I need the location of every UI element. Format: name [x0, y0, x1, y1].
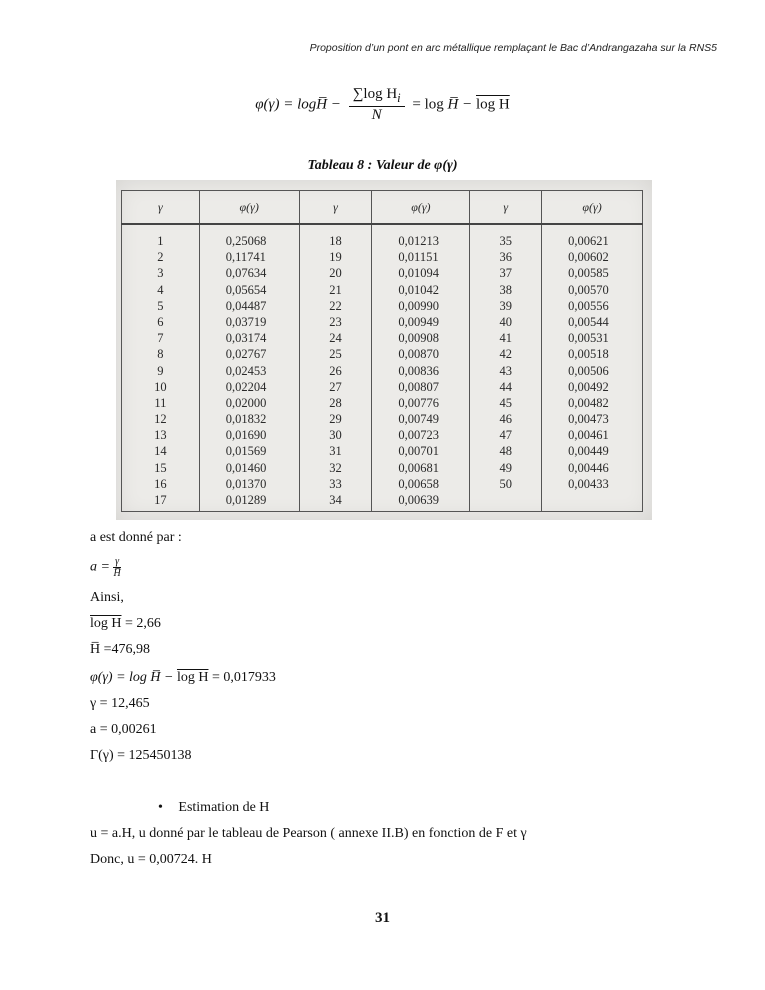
table-cell: 0,00836: [398, 363, 440, 378]
table-cell: 36: [499, 250, 512, 265]
table-cell: 0,00621: [568, 234, 609, 248]
table-cell: 30: [329, 428, 342, 443]
formula-fraction: [349, 86, 405, 124]
page-number: 31: [375, 910, 390, 926]
table-cell: 0,01569: [225, 444, 267, 459]
a-formula-lhs: a =: [90, 559, 110, 575]
table-cell: 0,01289: [225, 493, 267, 507]
table-cell: 0,01370: [225, 476, 267, 491]
table-cell: 33: [329, 476, 342, 491]
table-cell: 0,00482: [568, 395, 609, 410]
table-cell: 1: [157, 234, 164, 248]
table-cell: 25: [329, 347, 342, 362]
table-cell: 0,00658: [398, 476, 440, 491]
table-cell: 0,00908: [398, 331, 440, 346]
header-phi-2: φ(γ): [372, 191, 470, 225]
table-cell: 0,00701: [398, 444, 440, 459]
table-cell: 22: [329, 298, 342, 313]
gamma-function-line: Γ(γ) = 125450138: [90, 748, 192, 763]
table-cell: 18: [329, 234, 342, 248]
phi-value-line: [90, 670, 276, 686]
table-cell: 0,02000: [225, 395, 267, 410]
table-cell: 6: [157, 314, 164, 329]
table-cell: 10: [154, 379, 167, 394]
phi-value-log: log H: [176, 670, 209, 685]
table-cell: 50: [499, 476, 512, 491]
table-cell: 14: [154, 444, 167, 459]
table-cell: 12: [154, 412, 167, 427]
table-cell: 4: [157, 282, 164, 297]
table-cell: 29: [329, 412, 342, 427]
table-cell: 0,00602: [568, 250, 609, 265]
table-cell: 0,00870: [398, 347, 440, 362]
phi-value-lhs: φ(γ) = log H̅ −: [90, 670, 174, 685]
h-bar-line: H̅ =476,98: [90, 642, 151, 657]
table-cell: 27: [329, 379, 342, 394]
table-cell: 3: [157, 266, 164, 281]
table-cell: 45: [499, 395, 512, 410]
header-gamma-2: γ: [299, 191, 372, 225]
table-cell: 23: [329, 314, 342, 329]
table-cell: 28: [329, 395, 342, 410]
table-cell: 0,00807: [398, 379, 440, 394]
table-cell: 0,25068: [225, 234, 267, 248]
table-cell: 20: [329, 266, 342, 281]
table-cell: 40: [499, 314, 512, 329]
column-gamma-3: [470, 224, 542, 512]
page-header: Proposition d’un pont en arc métallique remplaçant le Bac d’Andrangazaha sur la RNS5: [309, 42, 717, 54]
donc-line: Donc, u = 0,00724. H: [90, 852, 212, 867]
formula-rhs-b: H̅ −: [447, 96, 473, 113]
gamma-line: γ = 12,465: [90, 696, 150, 711]
header-phi-1: φ(γ): [199, 191, 299, 225]
table-cell: 0,04487: [225, 298, 267, 313]
table-cell: 15: [154, 460, 167, 475]
header-phi-3: φ(γ): [542, 191, 643, 225]
table-cell: 0,01460: [225, 460, 267, 475]
table-cell: 44: [499, 379, 512, 394]
table-cell: 11: [154, 395, 167, 410]
phi-gamma-table: [121, 190, 643, 512]
table-cell: 0,00556: [568, 298, 609, 313]
table-cell: 0,01042: [398, 282, 440, 297]
table-cell: 0,07634: [225, 266, 267, 281]
table-cell: 0,00506: [568, 363, 609, 378]
header-gamma-3: γ: [470, 191, 542, 225]
table-cell: 0,00449: [568, 444, 609, 459]
table-cell: 39: [499, 298, 512, 313]
table-cell: 0,00776: [398, 395, 440, 410]
table-cell: 0,01094: [398, 266, 440, 281]
table-cell: 17: [154, 493, 167, 507]
table-cell: 49: [499, 460, 512, 475]
table-cell: 26: [329, 363, 342, 378]
table-cell: 43: [499, 363, 512, 378]
table-cell: 47: [499, 428, 512, 443]
header-gamma-1: γ: [122, 191, 200, 225]
a-formula-fraction: [113, 556, 120, 579]
table-cell: 41: [499, 331, 512, 346]
table-cell: 0,00749: [398, 412, 440, 427]
table-cell: 24: [329, 331, 342, 346]
a-formula-den: H̅: [113, 568, 121, 579]
table-cell: 48: [499, 444, 512, 459]
table-cell: 0,00461: [568, 428, 609, 443]
phi-value-number: = 0,017933: [208, 670, 276, 685]
table-cell: 37: [499, 266, 512, 281]
table-cell: 0,00473: [568, 412, 609, 427]
table-cell: 5: [157, 298, 164, 313]
formula-numerator-sub: i: [397, 91, 401, 105]
log-h-line: [90, 616, 161, 632]
table-cell: 19: [329, 250, 342, 265]
scanned-table-image: [116, 180, 652, 520]
table-cell: 32: [329, 460, 342, 475]
table-cell: 0,00531: [568, 331, 609, 346]
formula-rhs-c: log H: [476, 96, 510, 113]
table-cell: 0,00585: [568, 266, 609, 281]
table-cell: 0,00723: [398, 428, 440, 443]
a-formula: [90, 556, 121, 579]
table-cell: 8: [157, 347, 164, 362]
table-cell: 0,00570: [568, 282, 609, 297]
table-cell: 0,02767: [225, 347, 267, 362]
formula-lhs: φ(γ) = logH̅ −: [255, 96, 341, 113]
table-cell: 0,01213: [398, 234, 440, 248]
table-cell: 0,00446: [568, 460, 609, 475]
formula-denominator: N: [371, 107, 382, 123]
phi-formula: [0, 86, 765, 124]
table-cell: 0,05654: [225, 282, 267, 297]
formula-numerator: ∑log H: [352, 86, 398, 102]
table-cell: 42: [499, 347, 512, 362]
table-cell: 0,02204: [225, 379, 267, 394]
table-cell: 0,01151: [398, 250, 439, 265]
table-cell: 2: [157, 250, 164, 265]
formula-rhs-a: = log: [412, 96, 444, 113]
table-cell: 7: [157, 331, 164, 346]
table-cell: 13: [154, 428, 167, 443]
table-cell: 0,00492: [568, 379, 609, 394]
table-cell: 0,11741: [225, 250, 266, 265]
table-cell: 16: [154, 476, 167, 491]
table-cell: 0,00990: [398, 298, 440, 313]
table-cell: 0,01832: [225, 412, 267, 427]
table-cell: 0,00518: [568, 347, 609, 362]
table-cell: 31: [329, 444, 342, 459]
a-value-line: a = 0,00261: [90, 722, 157, 737]
a-formula-num: γ: [115, 556, 120, 567]
column-phi-1: [199, 224, 299, 512]
table-cell: 34: [329, 493, 342, 507]
ainsi-label: Ainsi,: [90, 590, 124, 605]
column-gamma-2: [299, 224, 372, 512]
column-gamma-1: [122, 224, 200, 512]
a-intro: a est donné par :: [90, 530, 182, 545]
table-cell: 0,03174: [225, 331, 267, 346]
bullet-item: [158, 800, 269, 816]
table-cell: 0,03719: [225, 314, 267, 329]
log-h-label: log H: [90, 616, 122, 631]
bullet-dot-icon: •: [158, 800, 163, 815]
table-cell: 21: [329, 282, 342, 297]
table-cell: 9: [157, 363, 164, 378]
log-h-value: = 2,66: [121, 616, 161, 631]
column-phi-2: [372, 224, 470, 512]
table-cell: 46: [499, 412, 512, 427]
table-cell: 0,02453: [225, 363, 267, 378]
table-cell: 0,00681: [398, 460, 440, 475]
table-cell: 0,00433: [568, 476, 609, 491]
column-phi-3: [542, 224, 643, 512]
table-cell: 38: [499, 282, 512, 297]
table-caption: Tableau 8 : Valeur de φ(γ): [307, 158, 458, 173]
table-cell: 35: [499, 234, 512, 248]
u-line: u = a.H, u donné par le tableau de Pearson ( annexe II.B) en fonction de F et γ: [90, 826, 527, 841]
table-cell: 0,00639: [398, 493, 440, 507]
table-cell: 0,01690: [225, 428, 267, 443]
bullet-text: Estimation de H: [178, 800, 270, 815]
table-cell: 0,00544: [568, 314, 609, 329]
table-cell: 0,00949: [398, 314, 440, 329]
